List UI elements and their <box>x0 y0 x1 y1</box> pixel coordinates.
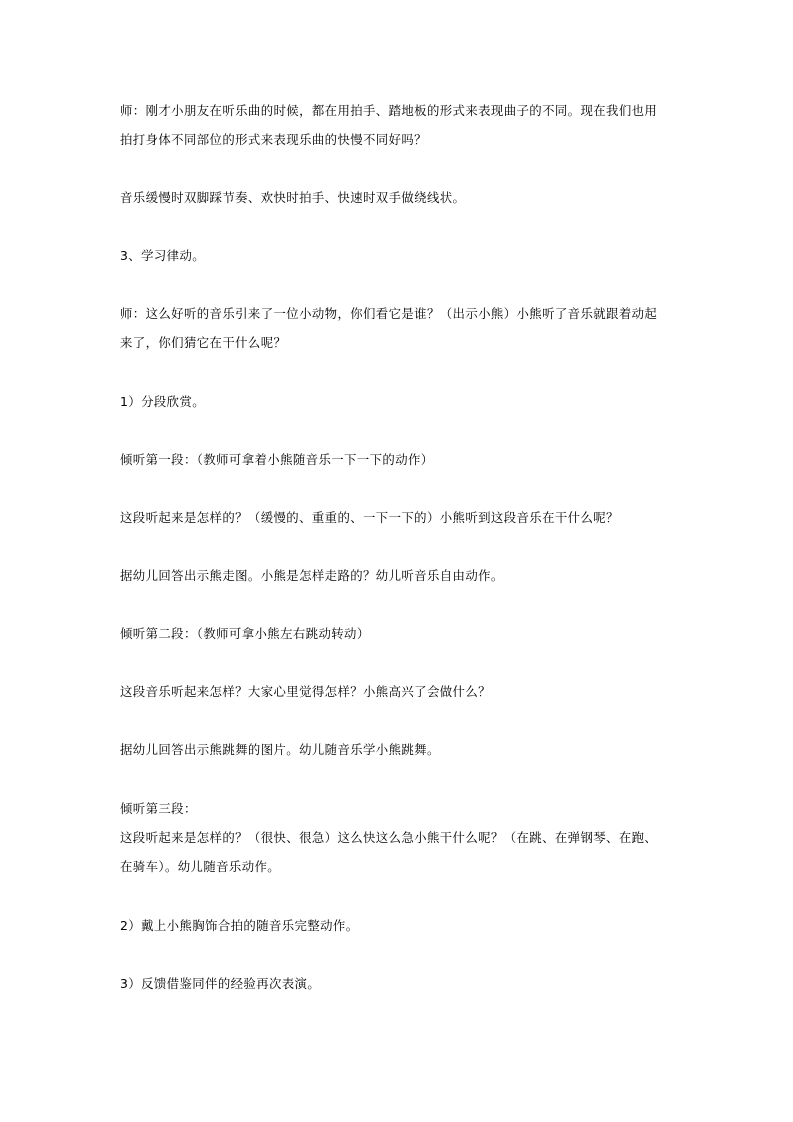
text-line: 音乐缓慢时双脚踩节奏、欢快时拍手、快速时双手做绕线状。 <box>120 190 466 205</box>
paragraph-first-question <box>120 503 680 532</box>
paragraph-teacher-intro <box>120 96 680 154</box>
text-line: 1）分段欣赏。 <box>120 394 206 409</box>
text-line: 倾听第一段：（教师可拿着小熊随音乐一下一下的动作） <box>120 452 434 467</box>
text-line: 这段听起来是怎样的？（很快、很急）这么快这么急小熊干什么呢？（在跳、在弹钢琴、在跑、 <box>120 830 658 845</box>
paragraph-second-question <box>120 677 680 706</box>
paragraph-step-two <box>120 911 680 940</box>
paragraph-first-answer <box>120 561 680 590</box>
paragraph-listen-second <box>120 619 680 648</box>
text-line: 在骑车）。幼儿随音乐动作。 <box>120 859 281 874</box>
text-line: 据幼儿回答出示熊走图。小熊是怎样走路的？幼儿听音乐自由动作。 <box>120 568 504 583</box>
subheading-segment-appreciation <box>120 387 680 416</box>
text-line: 倾听第三段： <box>120 801 197 816</box>
paragraph-step-three <box>120 969 680 998</box>
text-line: 3）反馈借鉴同伴的经验再次表演。 <box>120 976 321 991</box>
paragraph-listen-third <box>120 794 680 881</box>
text-line: 来了，你们猜它在干什么呢？ <box>120 335 287 350</box>
paragraph-listen-first <box>120 445 680 474</box>
text-line: 这段听起来是怎样的？（缓慢的、重重的、一下一下的）小熊听到这段音乐在干什么呢？ <box>120 510 619 525</box>
text-line: 拍打身体不同部位的形式来表现乐曲的快慢不同好吗？ <box>120 132 427 147</box>
text-line: 这段音乐听起来怎样？大家心里觉得怎样？小熊高兴了会做什么？ <box>120 684 491 699</box>
text-line: 师：这么好听的音乐引来了一位小动物，你们看它是谁？（出示小熊）小熊听了音乐就跟着动起 <box>120 306 658 321</box>
text-line: 2）戴上小熊胸饰合拍的随音乐完整动作。 <box>120 918 359 933</box>
paragraph-music-actions <box>120 183 680 212</box>
text-line: 3、学习律动。 <box>120 248 206 263</box>
text-line: 倾听第二段：（教师可拿小熊左右跳动转动） <box>120 626 370 641</box>
paragraph-second-answer <box>120 735 680 764</box>
section-heading-learn-rhythm <box>120 241 680 270</box>
text-line: 据幼儿回答出示熊跳舞的图片。幼儿随音乐学小熊跳舞。 <box>120 742 440 757</box>
text-line: 师：刚才小朋友在听乐曲的时候，都在用拍手、踏地板的形式来表现曲子的不同。现在我们也用 <box>120 103 658 118</box>
paragraph-teacher-bear <box>120 299 680 357</box>
